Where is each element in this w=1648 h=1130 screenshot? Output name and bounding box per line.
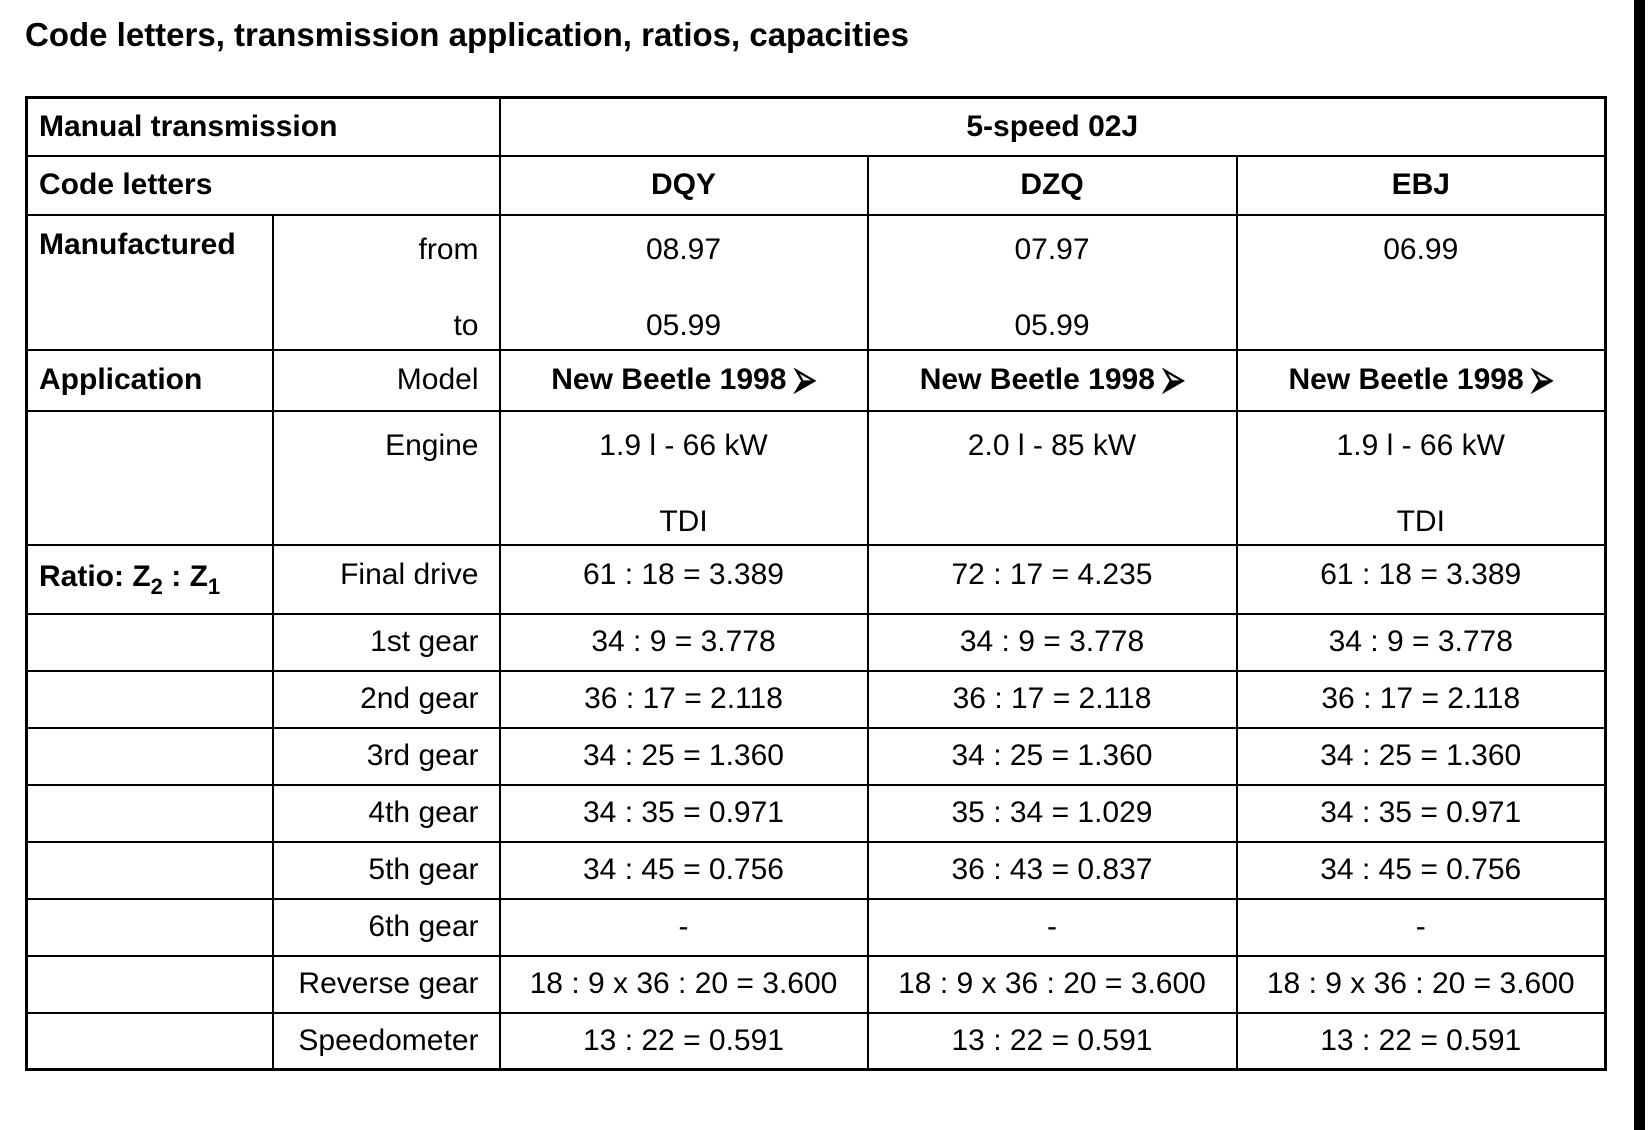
- manufactured-to: 05.99: [1014, 308, 1090, 342]
- empty-cell: [27, 671, 273, 728]
- empty-cell: [27, 728, 273, 785]
- ratio-value: 13 : 22 = 0.591: [868, 1013, 1237, 1070]
- engine-cell: [1237, 411, 1606, 545]
- manufactured-to: 05.99: [645, 308, 722, 342]
- model-cell: [500, 350, 868, 411]
- manufactured-from: 06.99: [1383, 232, 1459, 266]
- arrow-right-icon: ⮚: [1531, 363, 1553, 396]
- ratio-value: 34 : 9 = 3.778: [868, 614, 1237, 671]
- table-row: [27, 156, 1606, 215]
- table-row: [27, 545, 1606, 614]
- empty-cell: [27, 1013, 273, 1070]
- engine-spec: 2.0 l - 85 kW: [967, 428, 1137, 462]
- engine-type: TDI: [1396, 504, 1445, 538]
- code-letter-cell: DQY: [500, 156, 868, 215]
- ratio-value: -: [1237, 899, 1606, 956]
- empty-cell: [27, 614, 273, 671]
- transmission-name: 5-speed 02J: [500, 98, 1606, 156]
- ratio-value: 34 : 25 = 1.360: [868, 728, 1237, 785]
- table-row: [27, 614, 1606, 671]
- table-row: [27, 842, 1606, 899]
- ratio-value: 61 : 18 = 3.389: [1237, 545, 1606, 614]
- ratio-row-label: 2nd gear: [273, 671, 500, 728]
- engine-label: Engine: [273, 411, 500, 545]
- ratio-row-label: Speedometer: [273, 1013, 500, 1070]
- code-letter-cell: DZQ: [868, 156, 1237, 215]
- ratio-value: 34 : 45 = 0.756: [500, 842, 868, 899]
- arrow-right-icon: ⮚: [794, 363, 816, 396]
- manufactured-cell: [1237, 215, 1606, 350]
- ratio-value: 13 : 22 = 0.591: [1237, 1013, 1606, 1070]
- to-label: to: [453, 308, 479, 342]
- ratio-value: 18 : 9 x 36 : 20 = 3.600: [1237, 956, 1606, 1013]
- empty-cell: [27, 842, 273, 899]
- from-label: from: [418, 232, 479, 266]
- ratio-value: 13 : 22 = 0.591: [500, 1013, 868, 1070]
- model-label: Model: [273, 350, 500, 411]
- manufactured-cell: [868, 215, 1237, 350]
- model-name: New Beetle 1998: [551, 363, 787, 396]
- ratio-value: 61 : 18 = 3.389: [500, 545, 868, 614]
- empty-cell: [27, 899, 273, 956]
- model-name: New Beetle 1998: [919, 363, 1155, 396]
- ratio-label: Ratio: $Z_2$ : $Z_1$: [27, 545, 273, 614]
- manufactured-label: Manufactured: [27, 215, 273, 350]
- ratio-value: 34 : 35 = 0.971: [1237, 785, 1606, 842]
- table-row: [27, 215, 1606, 350]
- empty-cell: [27, 956, 273, 1013]
- ratio-row-label: 1st gear: [273, 614, 500, 671]
- page-edge-bar: [1634, 0, 1645, 1130]
- manufactured-cell: [500, 215, 868, 350]
- ratio-value: 34 : 35 = 0.971: [500, 785, 868, 842]
- ratio-value: 34 : 45 = 0.756: [1237, 842, 1606, 899]
- ratio-value: 34 : 25 = 1.360: [500, 728, 868, 785]
- table-row: [27, 411, 1606, 545]
- model-cell: [868, 350, 1237, 411]
- ratio-value: 34 : 25 = 1.360: [1237, 728, 1606, 785]
- engine-type: TDI: [659, 504, 708, 538]
- table-row: [27, 1013, 1606, 1070]
- transmission-spec-table: [25, 96, 1607, 1071]
- ratio-value: 34 : 9 = 3.778: [500, 614, 868, 671]
- table-row: [27, 728, 1606, 785]
- manual-transmission-label: Manual transmission: [27, 98, 500, 156]
- engine-spec: 1.9 l - 66 kW: [1336, 428, 1505, 462]
- manufactured-sublabels: [273, 215, 500, 350]
- engine-cell: [500, 411, 868, 545]
- ratio-value: 36 : 17 = 2.118: [500, 671, 868, 728]
- table-row: [27, 671, 1606, 728]
- manufactured-from: 08.97: [645, 232, 722, 266]
- table-row: [27, 785, 1606, 842]
- table-row: [27, 350, 1606, 411]
- model-cell: [1237, 350, 1606, 411]
- ratio-value: 72 : 17 = 4.235: [868, 545, 1237, 614]
- arrow-right-icon: ⮚: [1162, 363, 1185, 396]
- ratio-value: 34 : 9 = 3.778: [1237, 614, 1606, 671]
- ratio-value: 36 : 17 = 2.118: [1237, 671, 1606, 728]
- ratio-row-label: 6th gear: [273, 899, 500, 956]
- engine-cell: [868, 411, 1237, 545]
- ratio-value: 35 : 34 = 1.029: [868, 785, 1237, 842]
- engine-type: [869, 500, 1236, 544]
- empty-cell: [27, 411, 273, 545]
- code-letter-cell: EBJ: [1237, 156, 1606, 215]
- engine-spec: 1.9 l - 66 kW: [599, 428, 768, 462]
- ratio-row-label: 3rd gear: [273, 728, 500, 785]
- application-label: Application: [27, 350, 273, 411]
- empty-cell: [27, 785, 273, 842]
- table-row: [27, 899, 1606, 956]
- model-name: New Beetle 1998: [1288, 363, 1524, 396]
- table-row: [27, 956, 1606, 1013]
- ratio-row-label: 4th gear: [273, 785, 500, 842]
- ratio-value: 18 : 9 x 36 : 20 = 3.600: [500, 956, 868, 1013]
- ratio-row-label: Final drive: [273, 545, 500, 614]
- ratio-value: 36 : 17 = 2.118: [868, 671, 1237, 728]
- ratio-value: 36 : 43 = 0.837: [868, 842, 1237, 899]
- ratio-row-label: 5th gear: [273, 842, 500, 899]
- table-row: [27, 98, 1606, 156]
- code-letters-label: Code letters: [27, 156, 500, 215]
- ratio-value: 18 : 9 x 36 : 20 = 3.600: [868, 956, 1237, 1013]
- ratio-value: -: [868, 899, 1237, 956]
- ratio-value: -: [500, 899, 868, 956]
- manufactured-to: [1238, 304, 1605, 348]
- page-title: Code letters, transmission application, ratios, capacities: [25, 16, 909, 53]
- manufactured-from: 07.97: [1014, 232, 1090, 266]
- ratio-row-label: Reverse gear: [273, 956, 500, 1013]
